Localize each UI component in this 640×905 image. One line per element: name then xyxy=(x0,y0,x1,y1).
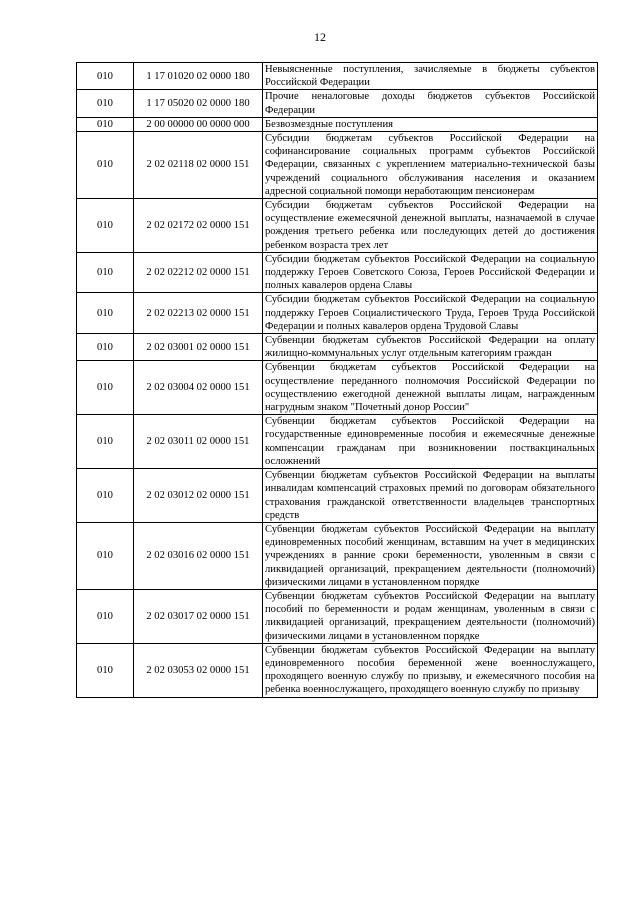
revenue-name-text: Субсидии бюджетам субъектов Российской Федерации на софинансирование социальных программ субъектов Российской Федерации, связанных с укреплением материально-технической базы учреждений социального обслуживания населения и оказанием адресной социальной помощи неработающим пенсионерам xyxy=(265,133,595,197)
revenue-name-text: Субвенции бюджетам субъектов Российской Федерации на выплату единовременного пособия беременной жене военнослужащего, проходящего военную службу по призыву, и ежемесячного пособия на ребенка военнослужащего, проходящего военную службу по призыву xyxy=(265,644,595,696)
budget-classification-code-cell: 2 02 03016 02 0000 151 xyxy=(134,522,263,589)
table-row xyxy=(77,293,598,334)
revenue-name-cell xyxy=(263,90,598,117)
table-row xyxy=(77,132,598,199)
budget-codes-table xyxy=(76,62,598,698)
budget-classification-code-cell: 2 02 03017 02 0000 151 xyxy=(134,589,263,643)
table-row xyxy=(77,117,598,131)
table-row xyxy=(77,90,598,117)
revenue-name-cell xyxy=(263,589,598,643)
admin-code-cell: 010 xyxy=(77,334,134,361)
revenue-name-cell xyxy=(263,293,598,334)
revenue-name-text: Субвенции бюджетам субъектов Российской Федерации на оплату жилищно-коммунальных услуг отдельным категориям граждан xyxy=(265,335,595,360)
revenue-name-text: Субсидии бюджетам субъектов Российской Федерации на осуществление ежемесячной денежной выплаты, назначаемой в случае рождения третьего ребенка или последующих детей до достижения ребенком возраста трех лет xyxy=(265,200,595,251)
revenue-name-text: Субсидии бюджетам субъектов Российской Федерации на социальную поддержку Героев Социалистического Труда, Героев Труда Российской Федерации и полных кавалеров ордена Трудовой Славы xyxy=(265,294,595,332)
table-row xyxy=(77,63,598,90)
table-row xyxy=(77,199,598,253)
budget-classification-code-cell: 2 02 03053 02 0000 151 xyxy=(134,643,263,697)
table-row xyxy=(77,643,598,697)
table-row xyxy=(77,415,598,469)
budget-classification-code-cell: 2 02 02118 02 0000 151 xyxy=(134,132,263,199)
revenue-name-cell xyxy=(263,522,598,589)
table-row xyxy=(77,334,598,361)
budget-classification-code-cell: 2 02 03001 02 0000 151 xyxy=(134,334,263,361)
admin-code-cell: 010 xyxy=(77,90,134,117)
revenue-name-cell xyxy=(263,643,598,697)
revenue-name-text: Субсидии бюджетам субъектов Российской Федерации на социальную поддержку Героев Советского Союза, Героев Российской Федерации и полных кавалеров ордена Славы xyxy=(265,253,595,292)
admin-code-cell: 010 xyxy=(77,361,134,415)
admin-code-cell: 010 xyxy=(77,589,134,643)
admin-code-cell: 010 xyxy=(77,293,134,334)
revenue-name-cell xyxy=(263,469,598,523)
revenue-name-cell xyxy=(263,334,598,361)
page-number: 12 xyxy=(314,30,326,44)
admin-code-cell: 010 xyxy=(77,522,134,589)
table-row xyxy=(77,252,598,293)
revenue-name-text: Субвенции бюджетам субъектов Российской Федерации на государственные единовременные пособия и ежемесячные денежные компенсации гражданам при возникновении поствакцинальных осложнений xyxy=(265,416,595,467)
budget-classification-code-cell: 2 00 00000 00 0000 000 xyxy=(134,117,263,131)
budget-classification-code-cell: 1 17 01020 02 0000 180 xyxy=(134,63,263,90)
budget-classification-code-cell: 2 02 03011 02 0000 151 xyxy=(134,415,263,469)
revenue-name-text: Субвенции бюджетам субъектов Российской Федерации на осуществление переданного полномочия Российской Федерации по осуществлению ежегодной денежной выплаты лицам, награжденным нагрудным знаком "Почетный донор России" xyxy=(265,362,595,414)
revenue-name-text: Прочие неналоговые доходы бюджетов субъектов Российской Федерации xyxy=(265,91,595,116)
revenue-name-cell xyxy=(263,63,598,90)
admin-code-cell: 010 xyxy=(77,252,134,293)
table-body xyxy=(77,63,598,698)
table-row xyxy=(77,522,598,589)
revenue-name-cell xyxy=(263,361,598,415)
budget-classification-code-cell: 2 02 02212 02 0000 151 xyxy=(134,252,263,293)
revenue-name-text: Невыясненные поступления, зачисляемые в бюджеты субъектов Российской Федерации xyxy=(265,64,595,89)
revenue-name-cell xyxy=(263,199,598,253)
budget-classification-code-cell: 2 02 02213 02 0000 151 xyxy=(134,293,263,334)
admin-code-cell: 010 xyxy=(77,117,134,131)
revenue-name-cell xyxy=(263,132,598,199)
admin-code-cell: 010 xyxy=(77,643,134,697)
admin-code-cell: 010 xyxy=(77,469,134,523)
revenue-name-cell xyxy=(263,415,598,469)
revenue-name-text: Субвенции бюджетам субъектов Российской Федерации на выплату единовременных пособий женщинам, вставшим на учет в медицинских учреждениях в ранние сроки беременности, уволенным в связи с ликвидацией организаций, прекращением деятельности (полномочий) физическими лицами в установленном порядке xyxy=(265,523,595,588)
revenue-name-text: Безвозмездные поступления xyxy=(265,118,394,130)
revenue-name-cell xyxy=(263,252,598,293)
table-row xyxy=(77,361,598,415)
revenue-name-text: Субвенции бюджетам субъектов Российской Федерации на выплаты инвалидам компенсаций страховых премий по договорам обязательного страхования гражданской ответственности владельцев транспортных средств xyxy=(265,470,595,521)
revenue-name-text: Субвенции бюджетам субъектов Российской Федерации на выплату пособий по беременности и родам женщинам, уволенным в связи с ликвидацией организаций, прекращением деятельности (полномочий) физическими лицами в установленном порядке xyxy=(265,590,595,642)
admin-code-cell: 010 xyxy=(77,132,134,199)
budget-classification-code-cell: 2 02 03004 02 0000 151 xyxy=(134,361,263,415)
admin-code-cell: 010 xyxy=(77,63,134,90)
admin-code-cell: 010 xyxy=(77,415,134,469)
budget-classification-code-cell: 2 02 03012 02 0000 151 xyxy=(134,469,263,523)
table-row xyxy=(77,589,598,643)
budget-classification-code-cell: 2 02 02172 02 0000 151 xyxy=(134,199,263,253)
budget-classification-code-cell: 1 17 05020 02 0000 180 xyxy=(134,90,263,117)
admin-code-cell: 010 xyxy=(77,199,134,253)
table-row xyxy=(77,469,598,523)
revenue-name-cell xyxy=(263,117,598,131)
